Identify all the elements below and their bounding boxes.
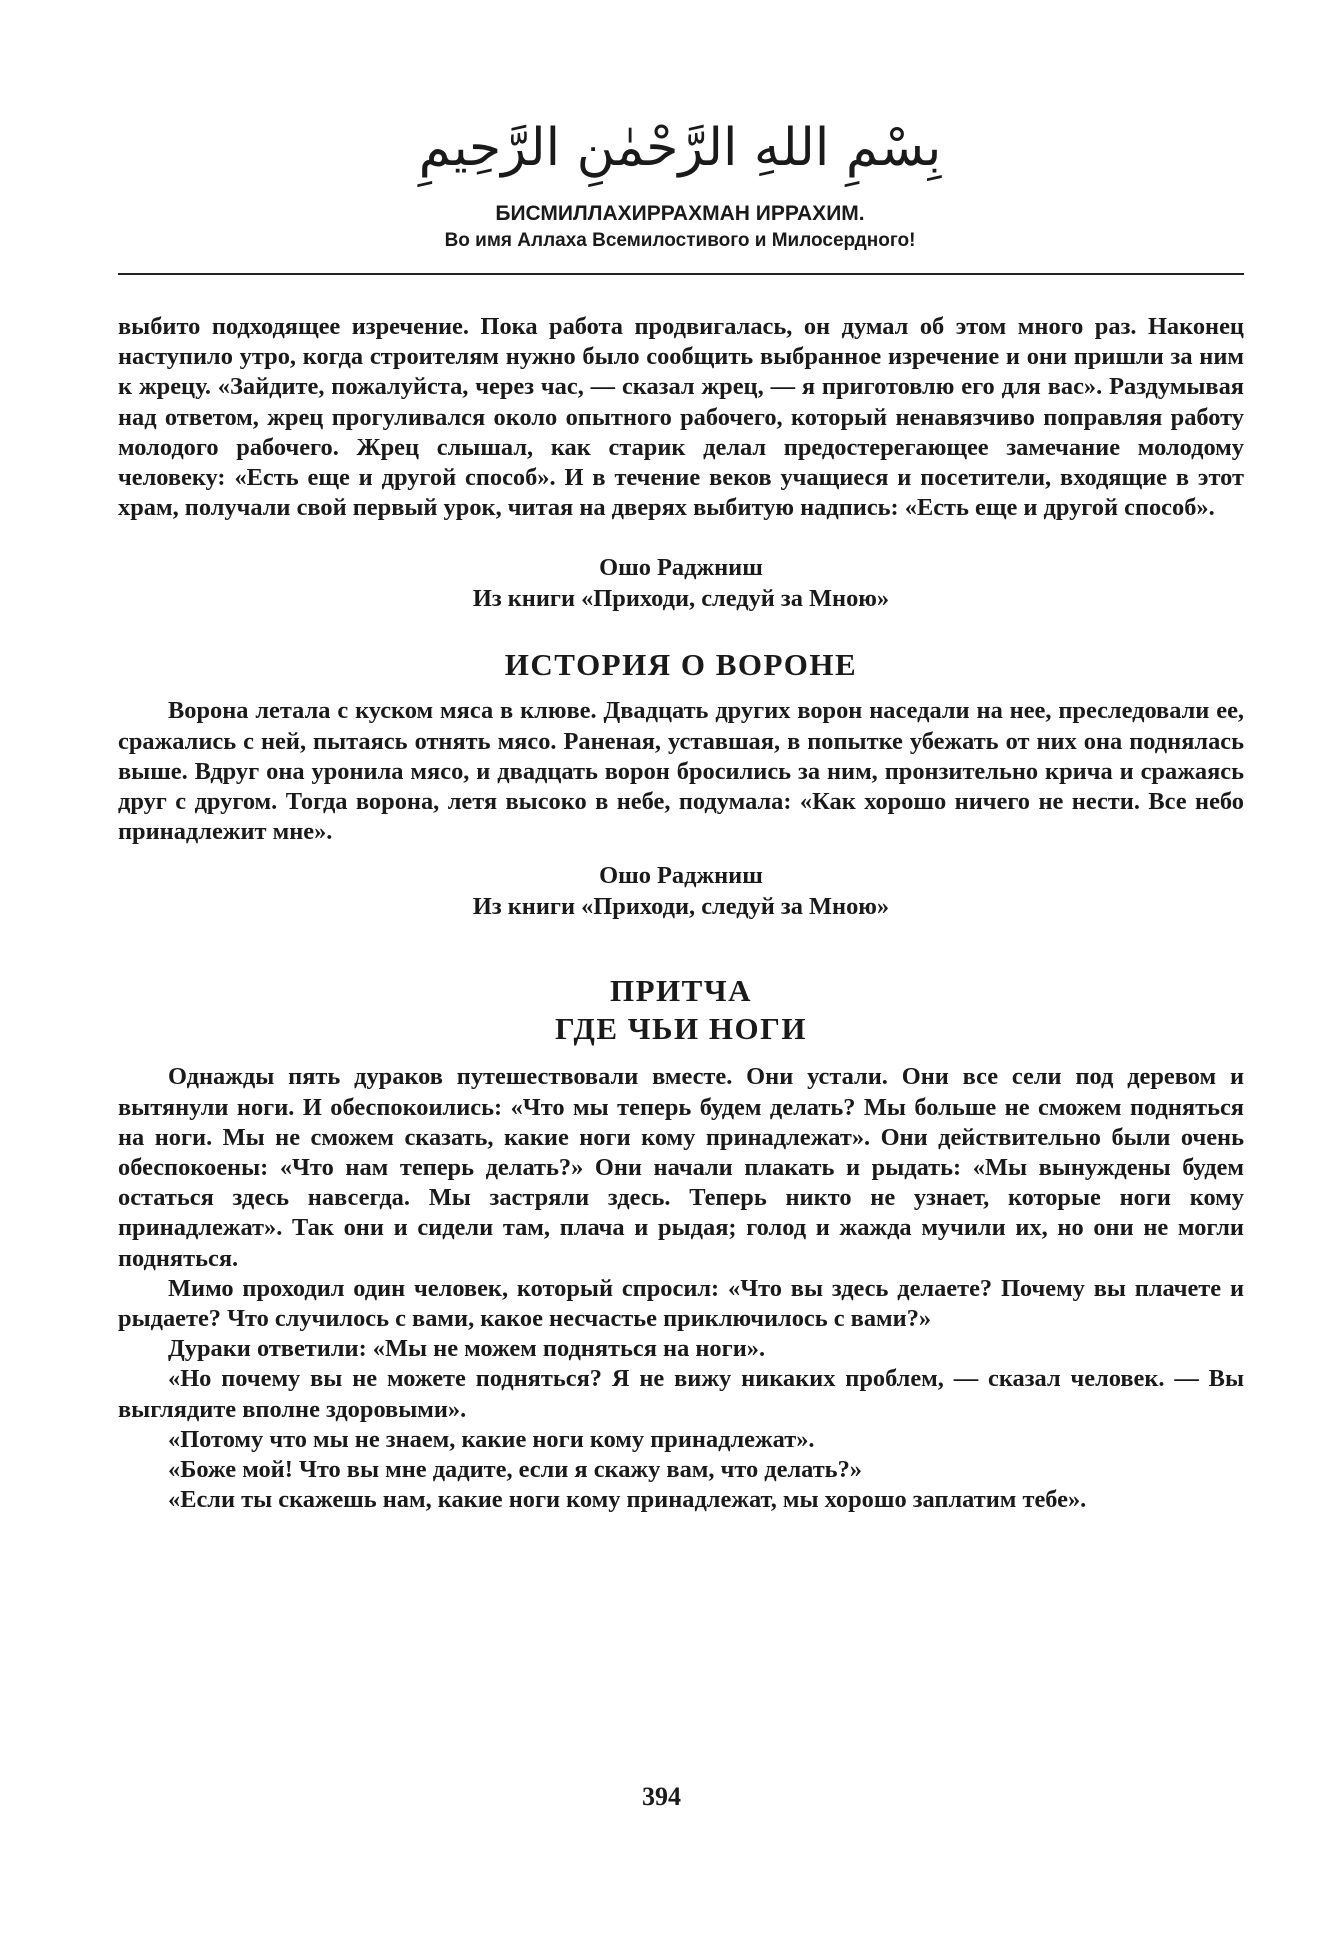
- story1-source: Из книги «Приходи, следуй за Мною»: [472, 584, 890, 612]
- story2-author: Ошо Раджниш: [599, 862, 763, 890]
- story3-paragraph: Мимо проходил один человек, который спросил: «Что вы здесь делаете? Почему вы плачете и рыдаете? Что случилось с вами, какое несчастье приключилось с вами?»: [118, 1274, 1244, 1333]
- story3-paragraph: «Если ты скажешь нам, какие ноги кому принадлежат, мы хорошо заплатим тебе».: [168, 1486, 1087, 1514]
- story3-paragraph: «Но почему вы не можете подняться? Я не вижу никаких проблем, — сказал человек. — Вы выглядите вполне здоровыми».: [118, 1365, 1244, 1423]
- story1-author: Ошо Раджниш: [599, 554, 763, 582]
- story3-paragraph: Дураки ответили: «Мы не можем подняться на ноги».: [168, 1335, 766, 1363]
- story3-title-line2: ГДЕ ЧЬИ НОГИ: [555, 1011, 807, 1047]
- story2-source: Из книги «Приходи, следуй за Мною»: [472, 892, 890, 920]
- story1-text: выбито подходящее изречение. Пока работа продвигалась, он думал об этом много раз. Наконец наступило утро, когда строителям нужно было сообщить выбранное изречение и они пришли за ним к жрецу. «Зайдите, пожалуйста, через час, — сказал жрец, — я приготовлю его для вас». Раздумывая над ответом, жрец прогуливался около опытного рабочего, который ненавязчиво поправляя работу молодого рабочего. Жрец слышал, как старик делал предостерегающее замечание молодому человеку: «Есть еще и другой способ». И в течение веков учащиеся и посетители, входящие в этот храм, получали свой первый урок, читая на дверях выбитую надпись: «Есть еще и другой способ».: [118, 313, 1244, 522]
- page-content: [118, 312, 1244, 1515]
- story3-paragraph: Однажды пять дураков путешествовали вместе. Они устали. Они все сели под деревом и вытянули ноги. И обеспокоились: «Что мы теперь будем делать? Мы больше не сможем подняться на ноги. Мы не сможем сказать, какие ноги кому принадлежат». Они действительно были очень обеспокоены: «Что нам теперь делать?» Они начали плакать и рыдать: «Мы вынуждены будем остаться здесь навсегда. Мы застряли здесь. Теперь никто не узнает, которые ноги кому принадлежат». Так они и сидели там, плача и рыдая; голод и жажда мучили их, но они не могли подняться.: [118, 1063, 1244, 1272]
- story3-title-line1: ПРИТЧА: [610, 973, 752, 1009]
- page-number: 394: [642, 1782, 681, 1811]
- story3-title: [118, 972, 1244, 1048]
- story3-paragraph: «Боже мой! Что вы мне дадите, если я скажу вам, что делать?»: [168, 1456, 862, 1484]
- header-translation: Во имя Аллаха Всемилостивого и Милосердного!: [444, 230, 916, 251]
- story2-attribution: [118, 861, 1244, 922]
- story1-attribution: [118, 553, 1244, 614]
- story2-text: Ворона летала с куском мяса в клюве. Двадцать других ворон наседали на нее, преследовали ее, сражались с ней, пытаясь отнять мясо. Раненая, уставшая, в попытке убежать от них она поднялась выше. Вдруг она уронила мясо, и двадцать ворон бросились за ним, пронзительно крича и сражаясь друг с другом. Тогда ворона, летя высоко в небе, подумала: «Как хорошо ничего не нести. Все небо принадлежит мне».: [118, 697, 1244, 846]
- story3-paragraph: «Потому что мы не знаем, какие ноги кому принадлежат».: [168, 1425, 815, 1453]
- page-header: [120, 96, 1240, 254]
- story2-title: ИСТОРИЯ О ВОРОНЕ: [504, 647, 858, 683]
- header-divider: [118, 273, 1244, 275]
- header-transliteration: БИСМИЛЛАХИРРАХМАН ИРРАХИМ.: [495, 202, 865, 225]
- bismillah-calligraphy: بِسْمِ اللهِ الرَّحْمٰنِ الرَّحِيمِ: [418, 118, 942, 178]
